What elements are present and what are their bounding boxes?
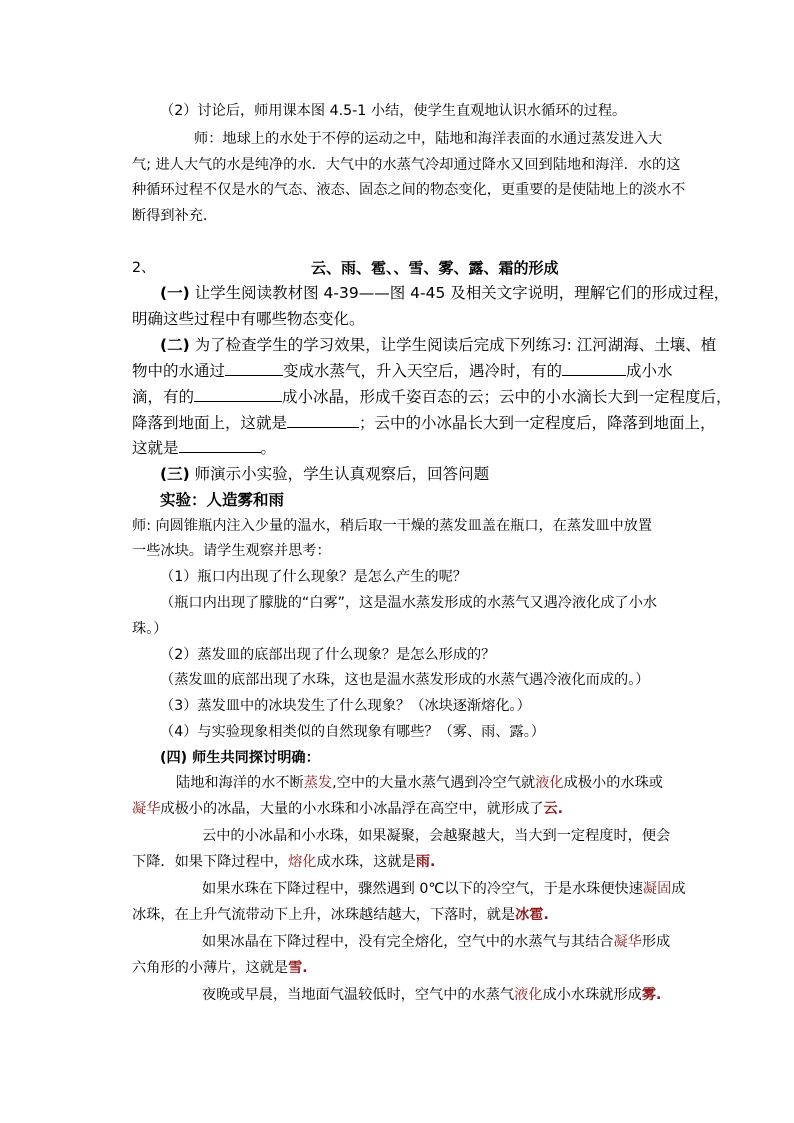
text-segment: 成极小的冰晶，大量的小水珠和小冰晶浮在高空中，就形成了 [160, 801, 544, 817]
question-3: （3）蒸发皿中的冰块发生了什么现象？（冰块逐渐熔化。） [160, 698, 531, 714]
fill-blank-1[interactable] [225, 361, 283, 376]
text-segment: 成小水珠就形成 [542, 987, 642, 1003]
hail-line1 [202, 879, 686, 899]
term-deposition-2: 凝华 [613, 934, 642, 950]
text-segment: 如果冰晶在下降过程中，没有完全熔化，空气中的水蒸气与其结合 [202, 934, 614, 950]
fill-blank-3[interactable] [194, 387, 282, 402]
cloud-line2 [132, 799, 563, 819]
part-two-line3 [132, 387, 732, 407]
text-segment: 夜晚或早晨，当地面气温较低时，空气中的水蒸气 [202, 987, 515, 1003]
term-rain: 雨. [415, 854, 436, 870]
term-liquefaction-2: 液化 [514, 987, 543, 1003]
text-segment: 成极小的水珠或 [563, 775, 663, 791]
term-melting: 熔化 [288, 854, 317, 870]
experiment-line2: 一些冰块。请学生观察并思考： [132, 543, 331, 559]
term-liquefaction: 液化 [535, 775, 564, 791]
part-three-text: 师演示小实验，学生认真观察后，回答问题 [189, 465, 490, 483]
question-1: （1）瓶口内出现了什么现象？是怎么产生的呢？ [160, 569, 467, 585]
part-four-text: 师生共同探讨明确： [187, 750, 320, 766]
section-number: 2、 [132, 260, 156, 276]
text-segment: 成 [671, 881, 686, 897]
text-segment: 。 [260, 439, 277, 457]
question-2: （2）蒸发皿的底部出现了什么现象？是怎么形成的？ [160, 647, 496, 663]
part-one-line1 [160, 283, 729, 303]
fog-line [202, 985, 661, 1005]
para-teacher-line2: 气; 进人大气的水是纯净的水．大气中的水蒸气冷却通过降水又回到陆地和海洋．水的这 [132, 157, 681, 173]
part-two-line2 [132, 361, 673, 381]
answer-2: （蒸发皿的底部出现了水珠，这也是温水蒸发形成的水蒸气遇冷液化而成的。） [160, 672, 650, 688]
para-teacher-line1: 师：地球上的水处于不停的运动之中，陆地和海洋表面的水通过蒸发进入大 [194, 131, 663, 147]
term-deposition: 凝华 [132, 801, 161, 817]
text-segment: 降落到地面上，这就是 [132, 414, 288, 432]
para-discussion: （2）讨论后，师用课本图 4.5-1 小结，使学生直观地认识水循环的过程。 [160, 103, 627, 119]
text-segment: 物中的水通过 [132, 362, 226, 380]
text-segment: 形成 [641, 934, 671, 950]
term-cloud: 云. [543, 801, 564, 817]
para-teacher-line3: 种循环过程不仅是水的气态、液态、固态之间的物态变化，更重要的是使陆地上的淡水不 [132, 182, 686, 198]
part-one-line2: 明确这些过程中有哪些物态变化。 [132, 310, 365, 328]
experiment-title: 实验：人造雾和雨 [160, 491, 285, 509]
text-segment: 成水珠，这就是 [316, 854, 416, 870]
cloud-line1 [176, 773, 663, 793]
rain-line1: 云中的小冰晶和小水珠，如果凝聚，会越聚越大，当大到一定程度时，便会 [202, 828, 671, 844]
rain-line2 [132, 852, 435, 872]
text-segment: ,空中的大量水蒸气遇到冷空气就 [332, 775, 536, 791]
fill-blank-5[interactable] [179, 438, 261, 453]
part-four-line1 [160, 748, 320, 768]
text-segment: 陆地和海洋的水不断 [176, 775, 304, 791]
text-segment: ；云中的小冰晶长大到一定程度后，降落到地面上， [359, 414, 716, 432]
section-title: 云、雨、雹、、雪、雾、露、霜的形成 [311, 259, 559, 277]
text-segment: 变成水蒸气，升入天空后，遇冷时，有的 [283, 362, 563, 380]
experiment-line1: 师: 向圆锥瓶内注入少量的温水，稍后取一干燥的蒸发皿盖在瓶口，在蒸发皿中放置 [132, 518, 653, 534]
text-segment: 这就是 [132, 439, 179, 457]
part-one-label: (一) [160, 284, 190, 302]
part-four-label: (四) [160, 750, 188, 766]
answer-1-line1: （瓶口内出现了朦胧的“白雾”，这是温水蒸发形成的水蒸气又遇冷液化成了小水 [160, 595, 658, 611]
text-segment: 冰珠，在上升气流带动下上升，冰珠越结越大，下落时，就是 [132, 907, 516, 923]
part-two-line4 [132, 413, 716, 433]
term-freezing: 凝固 [642, 881, 672, 897]
text-segment: 成小冰晶，形成千姿百态的云；云中的小水滴长大到一定程度后， [282, 388, 732, 406]
part-two-text: 为了检查学生的学习效果，让学生阅读后完成下列练习: 江河湖海、土壤、植 [189, 336, 717, 354]
question-4: （4）与实验现象相类似的自然现象有哪些？（雾、雨、露。） [160, 724, 545, 740]
text-segment: 如果水珠在下降过程中，骤然遇到 0℃以下的冷空气，于是水珠便快速 [202, 881, 643, 897]
term-evaporation: 蒸发 [303, 775, 333, 791]
part-one-text: 让学生阅读教材图 4-39——图 4-45 及相关文字说明，理解它们的形成过程， [189, 284, 730, 302]
para-teacher-line4: 断得到补充． [132, 208, 218, 224]
term-hail: 冰雹. [515, 907, 549, 923]
hail-line2 [132, 905, 549, 925]
text-segment: 六角形的小薄片，这就是 [132, 960, 289, 976]
text-segment: 滴，有的 [132, 388, 195, 406]
term-snow: 雪. [288, 960, 308, 976]
part-three-line1 [160, 464, 489, 484]
fill-blank-4[interactable] [287, 413, 359, 428]
fill-blank-2[interactable] [562, 361, 626, 376]
snow-line1 [202, 932, 670, 952]
part-two-label: (二) [160, 336, 190, 354]
snow-line2 [132, 958, 308, 978]
part-two-line1 [160, 335, 716, 355]
text-segment: 下降．如果下降过程中， [132, 854, 289, 870]
text-segment: 成小水 [626, 362, 673, 380]
part-two-line5 [132, 438, 276, 458]
term-fog: 雾. [641, 987, 662, 1003]
answer-1-line2: 珠。） [132, 621, 168, 637]
part-three-label: (三) [160, 465, 190, 483]
